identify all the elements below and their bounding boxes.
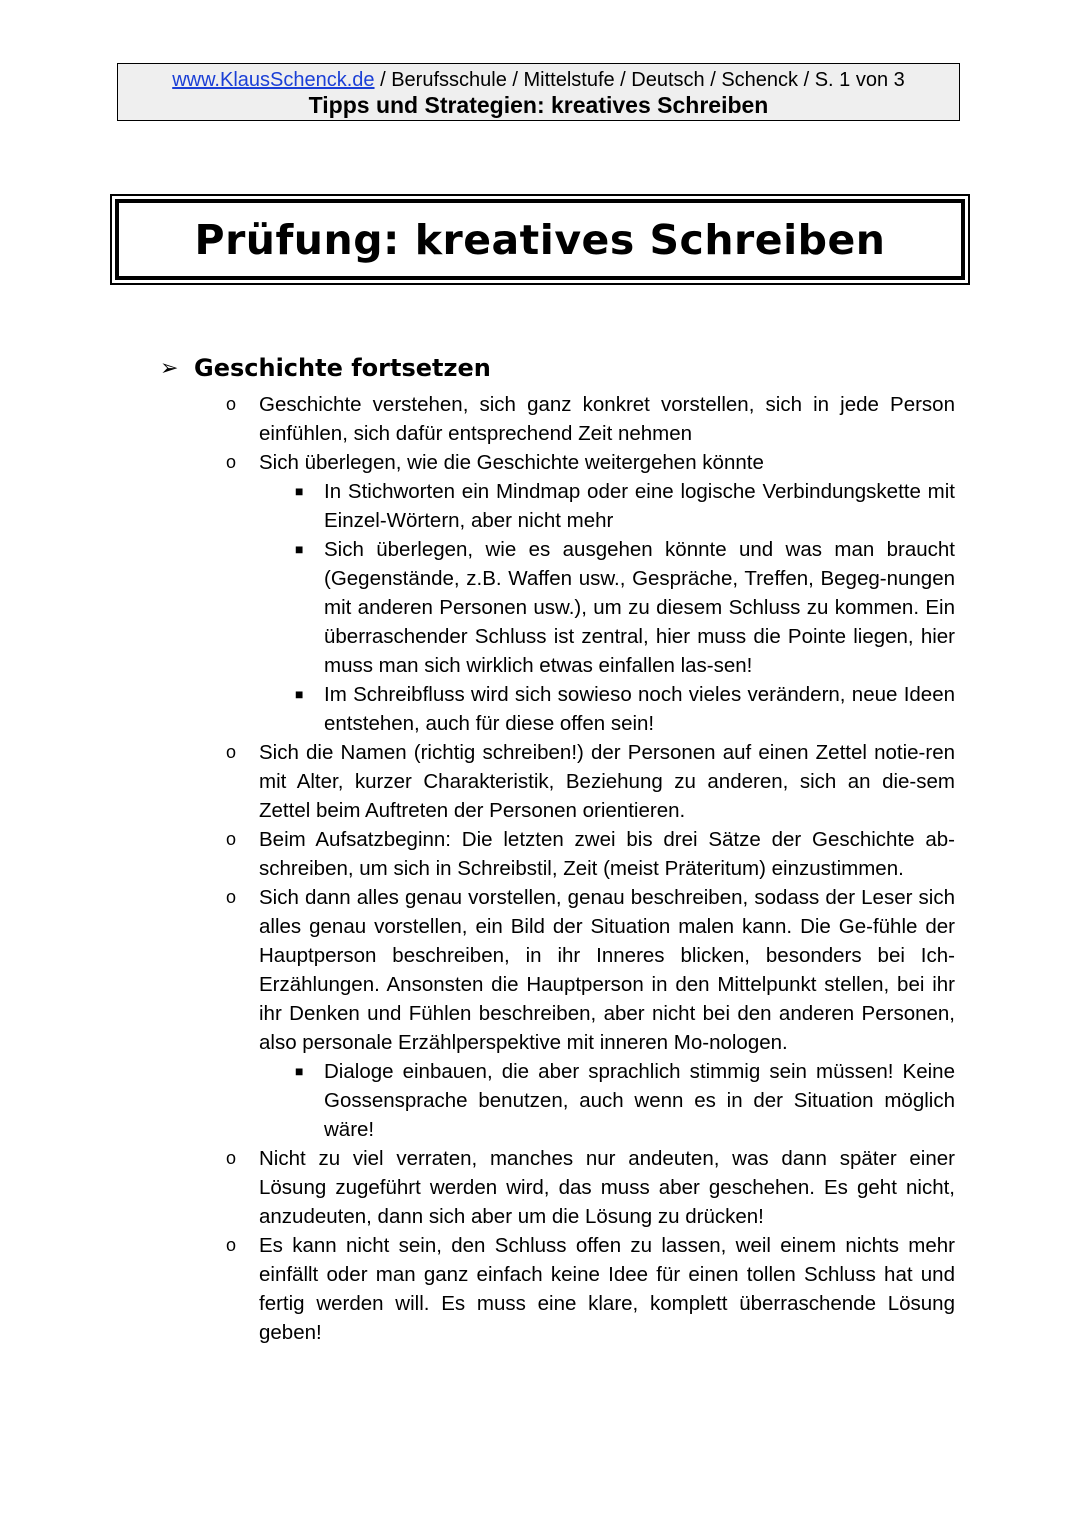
square-bullet-icon: ■ — [295, 686, 304, 702]
site-link[interactable]: www.KlausSchenck.de — [172, 69, 375, 91]
sub-list-item-text: Im Schreibfluss wird sich sowieso noch vieles verändern, neue Ideen entstehen, auch für diese offen sein! — [324, 683, 955, 735]
list-item — [160, 1231, 955, 1347]
sub-list-item-text: In Stichworten ein Mindmap oder eine logische Verbindungskette mit Einzel-Wörtern, aber nicht mehr — [324, 480, 955, 532]
sub-list — [259, 477, 955, 738]
circle-bullet-icon: o — [226, 1235, 237, 1255]
list-item — [160, 390, 955, 448]
list-item — [160, 738, 955, 825]
title-inner-frame — [115, 199, 965, 280]
list-item-text: Sich dann alles genau vorstellen, genau beschreiben, sodass der Leser sich alles genau vorstellen, ein Bild der Situation malen kann. Die Ge-fühle der Hauptperson beschreiben, in ihr Inneres blicken, besonders bei Ich-Erzählungen. Ansonsten die Hauptperson in den Mittelpunkt stellen, bei ihr ihr Denken und Fühlen beschreiben, aber nicht bei den anderen Personen, also personale Erzählperspektive mit inneren Mo-nologen. — [259, 886, 955, 1054]
list-item — [160, 883, 955, 1144]
sub-list-item — [259, 680, 955, 738]
circle-bullet-icon: o — [226, 742, 237, 762]
list-item-text: Es kann nicht sein, den Schluss offen zu lassen, weil einem nichts mehr einfällt oder man ganz einfach keine Idee für einen tollen Schluss hat und fertig werden will. Es muss eine klare, komplett überraschende Lösung geben! — [259, 1234, 955, 1344]
header-path — [118, 68, 959, 92]
sub-list-item — [259, 535, 955, 680]
square-bullet-icon: ■ — [295, 541, 304, 557]
sub-list-item — [259, 477, 955, 535]
sub-list-item-text: Dialoge einbauen, die aber sprachlich stimmig sein müssen! Keine Gossensprache benutzen, auch wenn es in der Situation möglich wäre! — [324, 1060, 955, 1141]
list-item-text: Sich die Namen (richtig schreiben!) der Personen auf einen Zettel notie-ren mit Alter, kurzer Charakteristik, Beziehung zu anderen, sich an die-sem Zettel beim Auftreten der Personen orientieren. — [259, 741, 955, 822]
sub-list — [259, 1057, 955, 1144]
header-breadcrumb: / Berufsschule / Mittelstufe / Deutsch / Schenck / S. 1 von 3 — [374, 69, 905, 91]
section-title: Geschichte fortsetzen — [194, 354, 491, 382]
square-bullet-icon: ■ — [295, 483, 304, 499]
list-item — [160, 448, 955, 738]
list-item-text: Sich überlegen, wie die Geschichte weitergehen könnte — [259, 451, 764, 474]
list-item-text: Geschichte verstehen, sich ganz konkret vorstellen, sich in jede Person einfühlen, sich dafür entsprechend Zeit nehmen — [259, 393, 955, 445]
arrow-bullet-icon: ➢ — [160, 355, 179, 381]
section-geschichte-fortsetzen — [160, 350, 955, 1347]
header-subtitle: Tipps und Strategien: kreatives Schreiben — [308, 92, 769, 118]
circle-bullet-icon: o — [226, 394, 237, 414]
list-item — [160, 825, 955, 883]
list-item-text: Nicht zu viel verraten, manches nur andeuten, was dann später einer Lösung zugeführt werden wird, das muss aber geschehen. Es geht nicht, anzudeuten, dann sich aber um die Lösung zu drücken! — [259, 1147, 955, 1228]
sub-list-item-text: Sich überlegen, wie es ausgehen könnte und was man braucht (Gegenstände, z.B. Waffen usw., Gespräche, Treffen, Begeg-nungen mit anderen Personen usw.), um zu diesem Schluss zu kommen. Ein überraschender Schluss ist zentral, hier muss die Pointe liegen, hier muss man sich wirklich etwas einfallen las-sen! — [324, 538, 955, 677]
title-frame — [110, 194, 970, 285]
circle-bullet-icon: o — [226, 452, 237, 472]
list-item-text: Beim Aufsatzbeginn: Die letzten zwei bis drei Sätze der Geschichte ab-schreiben, um sich in Schreibstil, Zeit (meist Präteritum) einzustimmen. — [259, 828, 955, 880]
page-header — [117, 63, 960, 121]
sub-list-item — [259, 1057, 955, 1144]
circle-bullet-icon: o — [226, 887, 237, 907]
page-title: Prüfung: kreatives Schreiben — [194, 215, 886, 264]
square-bullet-icon: ■ — [295, 1063, 304, 1079]
list-item — [160, 1144, 955, 1231]
tips-list — [160, 390, 955, 1347]
circle-bullet-icon: o — [226, 829, 237, 849]
circle-bullet-icon: o — [226, 1148, 237, 1168]
section-heading — [160, 350, 955, 386]
